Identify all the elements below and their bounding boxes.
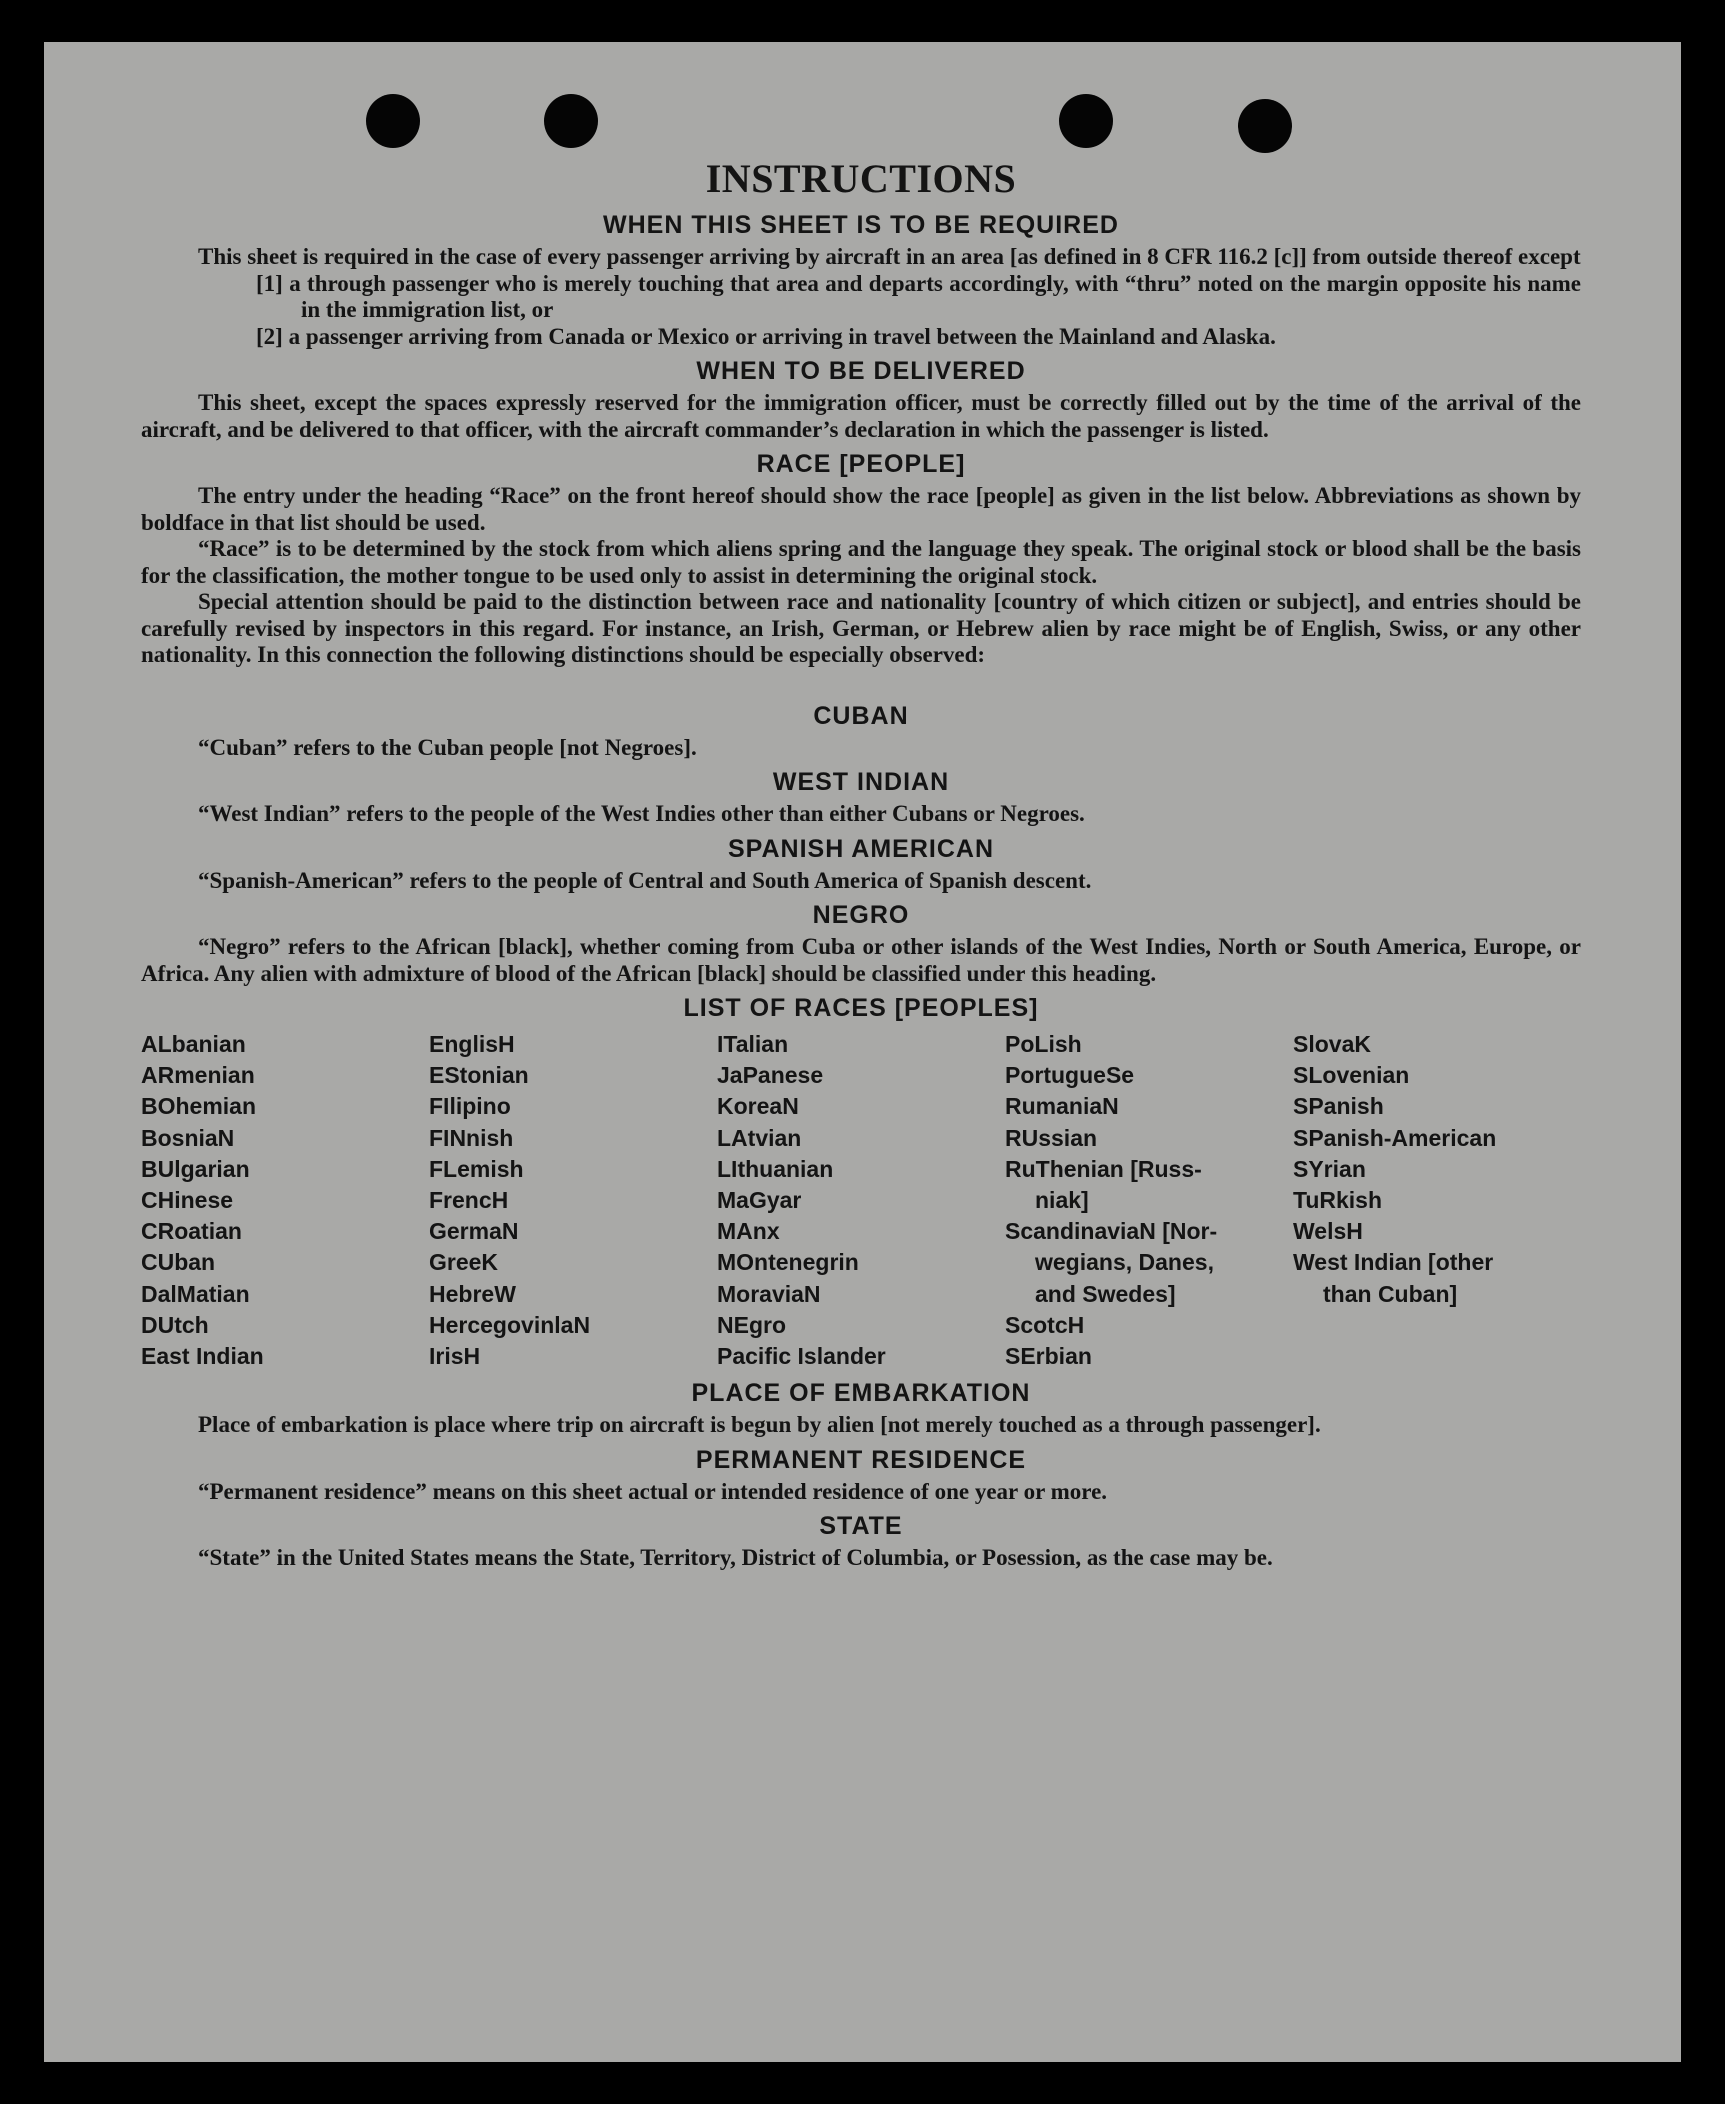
race-item: SErbian xyxy=(1005,1343,1092,1370)
race-item: BosniaN xyxy=(141,1124,235,1151)
punch-hole xyxy=(1059,94,1113,148)
heading-west-indian: WEST INDIAN xyxy=(772,768,950,796)
race-item: PoLish xyxy=(1005,1031,1082,1057)
races-column-3 xyxy=(717,1029,1005,1372)
race-item: SYrian xyxy=(1293,1155,1366,1182)
race-item: CRoatian xyxy=(141,1218,242,1245)
race-item: MOntenegrin xyxy=(717,1249,859,1276)
race-item: BOhemian xyxy=(141,1093,257,1120)
race-item: LAtvian xyxy=(717,1124,802,1151)
race-paragraph-1: The entry under the heading “Race” on the front hereof should show the race [people] as given in the list below. Abbreviations as shown by boldface in that list should be used. xyxy=(141,483,1581,535)
punch-hole xyxy=(544,94,598,148)
race-item: PortugueSe xyxy=(1005,1062,1135,1089)
race-item: ITalian xyxy=(717,1031,789,1057)
races-column-4 xyxy=(1005,1029,1293,1372)
race-item-continuation: wegians, Danes, xyxy=(1035,1249,1214,1276)
when-delivered-text: This sheet, except the spaces expressly reserved for the immigration officer, must be correctly filled out by the time of the arrival of the aircraft, and be delivered to that officer, with the aircraft commander’s declaration in which the passenger is listed. xyxy=(141,390,1581,442)
when-required-item-2: [2] a passenger arriving from Canada or Mexico or arriving in travel between the Mainland and Alaska. xyxy=(256,323,1276,349)
race-item: SLovenian xyxy=(1293,1062,1410,1089)
punch-hole xyxy=(366,94,420,148)
race-item: RuThenian [Russ- xyxy=(1005,1155,1202,1182)
heading-permanent-residence: PERMANENT RESIDENCE xyxy=(695,1445,1027,1474)
race-item: RumaniaN xyxy=(1005,1093,1119,1120)
heading-state: STATE xyxy=(819,1512,903,1541)
race-item: ALbanian xyxy=(141,1031,246,1057)
state-text: “State” in the United States means the State, Territory, District of Columbia, or Posession, as the case may be. xyxy=(198,1545,1273,1571)
race-item: BUlgarian xyxy=(141,1155,250,1182)
race-item: FLemish xyxy=(429,1155,524,1182)
race-item: GreeK xyxy=(429,1249,499,1276)
race-item: EStonian xyxy=(429,1062,529,1089)
cuban-text: “Cuban” refers to the Cuban people [not Negroes]. xyxy=(198,734,697,760)
race-paragraph-2: “Race” is to be determined by the stock from which aliens spring and the language they speak. The original stock or blood shall be the basis for the classification, the mother tongue to be used only to assist in determining the original stock. xyxy=(141,536,1581,588)
race-item: MaGyar xyxy=(717,1187,802,1214)
race-item: Pacific Islander xyxy=(717,1343,886,1370)
race-item: SlovaK xyxy=(1293,1031,1371,1057)
punch-hole xyxy=(1238,99,1292,153)
race-item-continuation: and Swedes] xyxy=(1035,1280,1176,1307)
race-item: LIthuanian xyxy=(717,1155,834,1182)
races-column-1 xyxy=(141,1029,429,1372)
heading-cuban: CUBAN xyxy=(813,701,909,730)
race-item: ScandinaviaN [Nor- xyxy=(1005,1218,1218,1245)
heading-list-of-races: LIST OF RACES [PEOPLES] xyxy=(683,994,1039,1022)
heading-when-delivered: WHEN TO BE DELIVERED xyxy=(696,357,1026,385)
races-list xyxy=(141,1029,1581,1372)
spanish-american-text: “Spanish-American” refers to the people of Central and South America of Spanish descent. xyxy=(198,867,1092,893)
race-item: RUssian xyxy=(1005,1124,1098,1151)
race-item: East Indian xyxy=(141,1343,264,1370)
race-item-continuation: than Cuban] xyxy=(1323,1280,1458,1307)
race-item: FrencH xyxy=(429,1187,509,1214)
race-item: FIlipino xyxy=(429,1093,511,1120)
race-item: DUtch xyxy=(141,1311,209,1338)
race-item: SPanish xyxy=(1293,1093,1384,1120)
race-item: FINnish xyxy=(429,1124,514,1151)
races-column-5 xyxy=(1293,1029,1581,1372)
heading-when-required: WHEN THIS SHEET IS TO BE REQUIRED xyxy=(603,211,1119,239)
race-item: NEgro xyxy=(717,1311,786,1338)
west-indian-text: “West Indian” refers to the people of the West Indies other than either Cubans or Negroes. xyxy=(198,801,1085,826)
race-item: IrisH xyxy=(429,1343,481,1370)
races-column-2 xyxy=(429,1029,717,1372)
heading-negro: NEGRO xyxy=(812,901,910,929)
when-required-item-1: [1] a through passenger who is merely touching that area and departs accordingly, with “thru” noted on the margin opposite his name in the immigration list, or xyxy=(256,270,1581,322)
permanent-residence-text: “Permanent residence” means on this sheet actual or intended residence of one year or more. xyxy=(198,1478,1108,1504)
document-page xyxy=(44,42,1681,2062)
when-required-intro: This sheet is required in the case of every passenger arriving by aircraft in an area [as defined in 8 CFR 116.2 [c]] from outside thereof except xyxy=(198,244,1581,269)
race-item: MoraviaN xyxy=(717,1280,821,1307)
race-item: ScotcH xyxy=(1005,1311,1085,1338)
race-item: KoreaN xyxy=(717,1093,799,1120)
page-title: INSTRUCTIONS xyxy=(705,156,1017,201)
race-item: CUban xyxy=(141,1249,216,1276)
race-item: JaPanese xyxy=(717,1062,824,1089)
race-item: WelsH xyxy=(1293,1218,1363,1245)
race-item: HebreW xyxy=(429,1280,516,1307)
negro-text: “Negro” refers to the African [black], whether coming from Cuba or other islands of the West Indies, North or South America, Europe, or Africa. Any alien with admixture of blood of the African [black] should be classified under this heading. xyxy=(141,934,1581,986)
race-item: SPanish-American xyxy=(1293,1124,1497,1151)
heading-race: RACE [PEOPLE] xyxy=(756,450,966,478)
race-item: EnglisH xyxy=(429,1031,515,1057)
race-item: HercegovinlaN xyxy=(429,1311,591,1338)
race-item: TuRkish xyxy=(1293,1187,1383,1214)
race-item: CHinese xyxy=(141,1187,234,1214)
race-paragraph-3: Special attention should be paid to the distinction between race and nationality [country of which citizen or subject], and entries should be carefully revised by inspectors in this regard. For instance, an Irish, German, or Hebrew alien by race might be of English, Swiss, or any other nationality. In this connection the following distinctions should be especially observed: xyxy=(141,589,1581,667)
instructions-body xyxy=(141,154,1581,1572)
heading-spanish-american: SPANISH AMERICAN xyxy=(727,834,994,863)
embarkation-text: Place of embarkation is place where trip on aircraft is begun by alien [not merely touched as a through passenger]. xyxy=(198,1412,1321,1438)
race-item: DalMatian xyxy=(141,1280,250,1307)
race-item: West Indian [other xyxy=(1293,1249,1494,1276)
heading-embarkation: PLACE OF EMBARKATION xyxy=(691,1379,1031,1408)
race-item: ARmenian xyxy=(141,1062,255,1089)
race-item-continuation: niak] xyxy=(1035,1187,1089,1214)
race-item: MAnx xyxy=(717,1218,780,1245)
race-item: GermaN xyxy=(429,1218,519,1245)
